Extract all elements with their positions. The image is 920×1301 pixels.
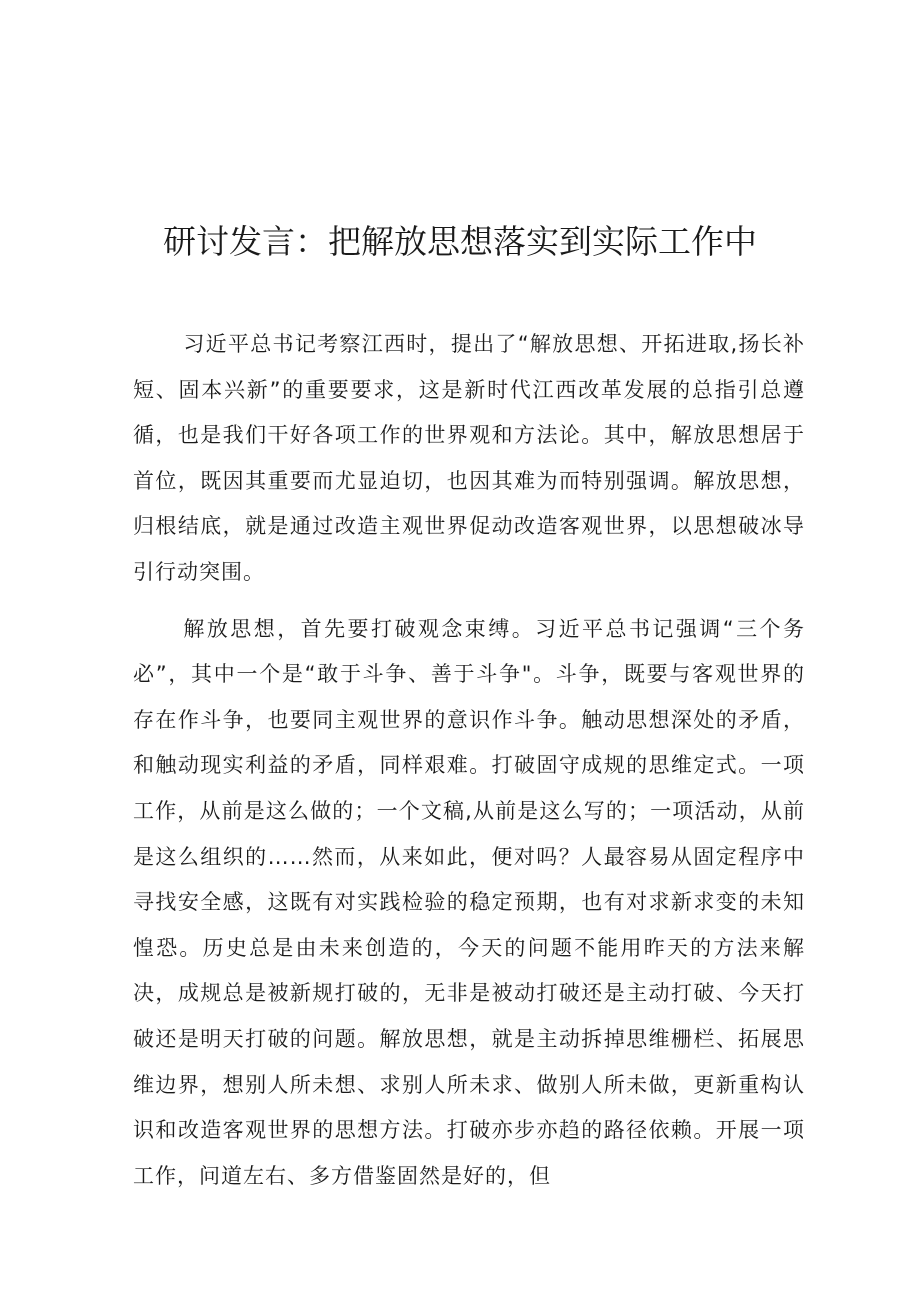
document-title: 研讨发言：把解放思想落实到实际工作中 xyxy=(163,222,757,261)
paragraph-2: 解放思想，首先要打破观念束缚。习近平总书记强调“三个务必”，其中一个是“敢于斗争、善于斗争"。斗争，既要与客观世界的存在作斗争，也要同主观世界的意识作斗争。触动思想深处的矛盾，和触动现实利益的矛盾，同样艰难。打破固守成规的思维定式。一项工作，从前是这么做的；一个文稿,从前是这么写的；一项活动，从前是这么组织的……然而，从来如此，便对吗？人最容易从固定程序中寻找安全感，这既有对实践检验的稳定预期，也有对求新求变的未知惶恐。历史总是由未来创造的，今天的问题不能用昨天的方法来解决，成规总是被新规打破的，无非是被动打破还是主动打破、今天打破还是明天打破的问题。解放思想，就是主动拆掉思维栅栏、拓展思维边界，想别人所未想、求别人所未求、做别人所未做，更新重构认识和改造客观世界的思想方法。打破亦步亦趋的路径依赖。开展一项工作，问道左右、多方借鉴固然是好的，但 xyxy=(133,616,805,1188)
paragraph-1: 习近平总书记考察江西时，提出了“解放思想、开拓进取,扬长补短、固本兴新”的重要要求，这是新时代江西改革发展的总指引总遵循，也是我们干好各项工作的世界观和方法论。其中，解放思想居于首位，既因其重要而尤显迫切，也因其难为而特别强调。解放思想，归根结底，就是通过改造主观世界促动改造客观世界，以思想破冰导引行动突围。 xyxy=(133,332,805,584)
document-body xyxy=(133,322,805,1199)
